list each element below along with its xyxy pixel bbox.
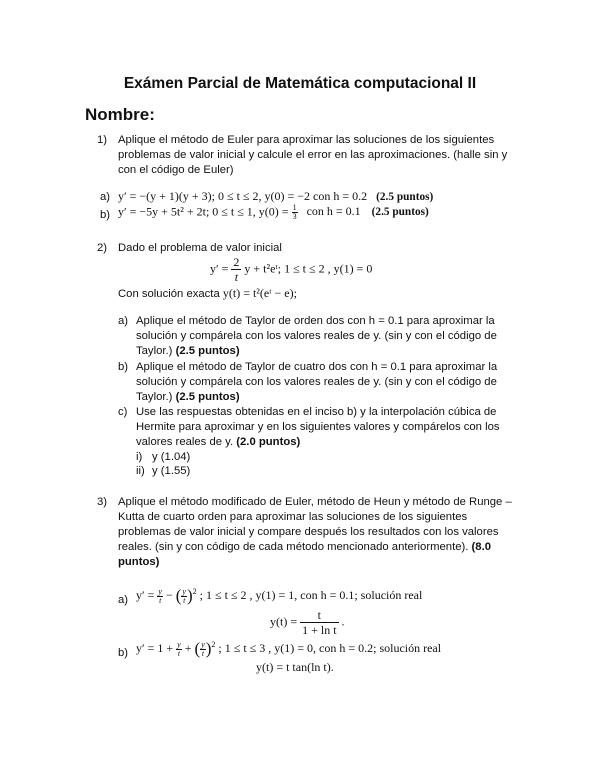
q2-b-points: (2.5 puntos) [175, 391, 240, 403]
q1-a-label: a) [100, 191, 111, 203]
q3-a-frac-1 [157, 588, 163, 605]
q2-eq-frac-num: 2 [233, 255, 240, 269]
q2-solution-eq: y(t) = t²(eᵗ − e); [222, 286, 297, 300]
q2-cii-value: y (1.55) [152, 465, 191, 477]
q3-number: 3) [97, 496, 108, 508]
q2-eq-lhs: y′ = [210, 261, 229, 276]
q2-a-points: (2.5 puntos) [175, 345, 240, 357]
page-title: Exámen Parcial de Matemática computacional II [123, 75, 477, 92]
q2-eq-rhs: y + t²eᵗ; 1 ≤ t ≤ 2 , y(1) = 0 [244, 261, 373, 276]
q3-a-label: a) [118, 594, 129, 606]
q1-a-eq-text: y′ = −(y + 1)(y + 3); 0 ≤ t ≤ 2, y(0) = −2 con h = 0.2 [118, 189, 368, 203]
q1-b-eq-post: con h = 0.1 [306, 204, 361, 219]
q1-b-fraction [292, 204, 298, 221]
q2-solution-text: Con solución exacta [118, 288, 220, 300]
q2-c-line-2: Hermite para aproximar y en los siguientes valores y compárelos con los [136, 421, 500, 433]
q3-a-equation: y′ = $\frac{y}{t}$ − ( $\frac{y}{t}$ )$^2$ ; 1 ≤ t ≤ 2 , y(1) = 1, con h = 0.1; solución real [136, 586, 423, 605]
q2-ci-label: i) [136, 451, 143, 463]
q3-a-sol-den: 1 + ln t [302, 622, 337, 637]
q1-a-equation [118, 189, 433, 205]
q2-c-points: (2.0 puntos) [236, 436, 301, 448]
q3-points-b: puntos) [118, 556, 160, 568]
q2-eq-frac-den: t [231, 269, 241, 284]
q2-equation [210, 256, 372, 283]
name-label: Nombre: [85, 105, 155, 124]
q2-a-line-3 [136, 344, 240, 359]
q3-b-frac-2-num: y [201, 639, 205, 649]
q2-a-line-3-text: Taylor.) [136, 345, 173, 357]
q2-b-line-1: Aplique el método de Taylor de cuatro dos con h = 0.1 para aproximar la [136, 361, 498, 373]
q3-a-sol-num: t [317, 608, 321, 622]
q3-a-post: ; 1 ≤ t ≤ 2 , y(1) = 1, con h = 0.1; solución real [199, 587, 423, 602]
q1-line-1: Aplique el método de Euler para aproximar las soluciones de los siguientes [118, 134, 495, 146]
q2-b-line-3-text: Taylor.) [136, 391, 173, 403]
q1-line-2: problemas de valor inicial y calcule el error en las aproximaciones. (halle sin y [118, 149, 508, 161]
q3-a-sol-dot: . [341, 614, 345, 629]
q2-cii-label: ii) [136, 465, 145, 477]
q1-b-eq-pre: y′ = −5y + 5t² + 2t; 0 ≤ t ≤ 1, y(0) = [118, 204, 289, 219]
q3-points-a: (8.0 [471, 541, 492, 553]
q3-b-equation: y′ = 1 + $\frac{y}{t}$ + ( $\frac{y}{t}$ )$^2$ ; 1 ≤ t ≤ 3 , y(1) = 0, con h = 0.2; solución real [136, 639, 442, 658]
q3-b-frac-2-den: t [201, 648, 205, 658]
q3-a-sol-lhs: y(t) = [270, 614, 298, 629]
q3-a-frac-2-den: t [183, 595, 186, 605]
q3-b-frac-1-num: y [177, 639, 181, 649]
q2-a-label: a) [118, 315, 129, 327]
q1-b-equation [118, 204, 429, 221]
q2-c-line-1: Use las respuestas obtenidas en el inciso b) y la interpolación cúbica de [136, 406, 497, 418]
q2-b-line-3 [136, 390, 240, 405]
q3-b-solution: y(t) = t tan(ln t). [256, 660, 334, 674]
q2-eq-fraction [231, 256, 241, 283]
q2-a-line-1: Aplique el método de Taylor de orden dos con h = 0.1 para aproximar la [136, 315, 495, 327]
q3-b-post: ; 1 ≤ t ≤ 3 , y(1) = 0, con h = 0.2; solución real [218, 640, 442, 655]
q3-a-frac-1-num: y [158, 586, 162, 596]
q3-b-label: b) [118, 647, 129, 659]
q3-a-sol-fraction [300, 609, 338, 636]
q2-b-line-2: solución y compárela con los valores reales de y. (sin y con el código de [136, 376, 497, 388]
q3-a-minus: − [165, 587, 173, 602]
q2-c-line-3 [136, 435, 300, 450]
q1-b-frac-num: 1 [292, 203, 297, 212]
q3-line-1: Aplique el método modificado de Euler, método de Heun y método de Runge – [118, 496, 512, 508]
q2-b-label: b) [118, 361, 129, 373]
q3-b-pre: y′ = 1 + [136, 640, 174, 655]
q3-b-frac-1 [176, 641, 182, 658]
q2-c-label: c) [118, 406, 128, 418]
q1-b-points: (2.5 puntos) [371, 206, 429, 219]
q2-a-line-2: solución y compárela con los valores reales de y. (sin y con el código de [136, 330, 497, 342]
q3-line-2: Kutta de cuarto orden para aproximar las soluciones de los siguientes [118, 511, 468, 523]
q3-b-frac-1-den: t [177, 648, 181, 658]
q1-number: 1) [97, 134, 108, 146]
q3-a-solution [270, 609, 345, 636]
q3-b-plus: + [184, 640, 192, 655]
q2-intro: Dado el problema de valor inicial [118, 242, 282, 254]
q2-solution [118, 286, 297, 302]
q2-ci-value: y (1.04) [152, 451, 191, 463]
q3-line-3: problemas de valor inicial y compare después los resultados con los valores [118, 526, 499, 538]
q3-a-frac-2-num: y [182, 586, 186, 596]
q1-b-label: b) [100, 209, 111, 221]
q2-number: 2) [97, 242, 108, 254]
q1-b-frac-den: 3 [292, 212, 297, 221]
q3-line-4-text: reales. (sin y con código de cada método mencionado anteriormente). [118, 541, 469, 553]
q3-line-4 [118, 540, 491, 555]
q3-a-frac-1-den: t [159, 595, 162, 605]
q1-a-points: (2.5 puntos) [376, 191, 434, 203]
q1-line-3: con el código de Euler) [118, 164, 234, 176]
q3-a-pre: y′ = [136, 587, 155, 602]
q2-c-line-3-text: valores reales de y. [136, 436, 234, 448]
